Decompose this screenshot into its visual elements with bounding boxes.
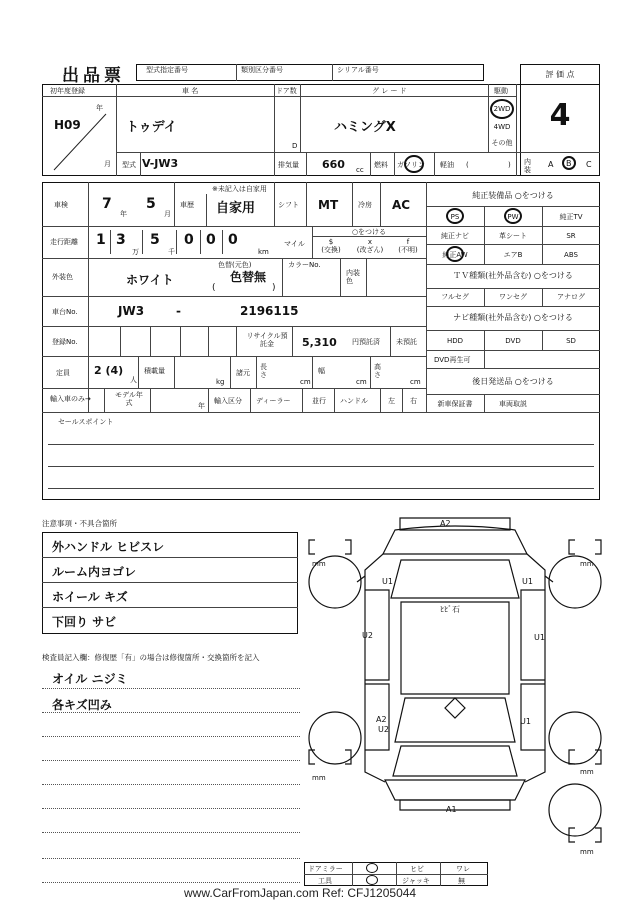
option-tv: 純正TV	[559, 213, 583, 221]
serial-number-label: シリアル番号	[337, 66, 379, 74]
divider	[42, 712, 300, 713]
legend-none: 無	[458, 877, 465, 885]
divider	[222, 230, 223, 254]
model-year-unit: 年	[198, 402, 205, 410]
exterior-color-value: ホワイト	[126, 273, 174, 287]
damage-code: ﾋﾋﾞ石	[440, 605, 460, 614]
option-aw: 純正AW	[442, 251, 468, 259]
length-unit: cm	[300, 378, 311, 386]
option-leather: 革シート	[499, 232, 527, 240]
grade-value: ハミングX	[334, 120, 396, 135]
option-aw-circle	[446, 246, 464, 262]
divider	[426, 394, 600, 395]
divider	[42, 607, 298, 608]
mileage-digit: 1	[96, 232, 106, 248]
recycle-unpaid: 未預託	[396, 338, 417, 346]
divider	[104, 388, 105, 412]
watermark-text: www.CarFromJapan.com Ref: CFJ1205044	[184, 886, 417, 900]
divider	[42, 388, 426, 389]
legend-circle	[366, 875, 378, 885]
interior-grade-label: 内装	[524, 158, 531, 174]
divider	[302, 388, 303, 412]
divider	[250, 388, 251, 412]
registration-label: 登録No.	[52, 338, 78, 346]
displacement-unit: cc	[356, 166, 364, 174]
legend-mirror: ドアミラー	[308, 865, 343, 873]
divider	[200, 230, 201, 254]
note-item: ルーム内ヨゴレ	[52, 565, 137, 579]
recycle-amount: 5,310	[302, 336, 337, 349]
divider	[306, 182, 307, 226]
divider	[402, 388, 403, 412]
divider	[352, 182, 353, 226]
displacement-value: 660	[322, 158, 345, 171]
divider	[426, 288, 600, 289]
chassis-dash: -	[176, 304, 181, 318]
inspection-month: 5	[146, 196, 156, 212]
width-unit: cm	[356, 378, 367, 386]
damage-code: A1	[446, 805, 457, 814]
divider	[334, 388, 335, 412]
divider	[42, 688, 300, 689]
divider	[434, 152, 435, 176]
note-item: 下回り サビ	[52, 615, 117, 629]
legend-break: ワレ	[456, 865, 470, 873]
divider	[42, 832, 300, 833]
month-unit: 月	[104, 160, 111, 168]
model-type-value: V-JW3	[142, 157, 179, 170]
capacity-label: 定員	[56, 369, 70, 377]
divider	[42, 760, 300, 761]
chassis-number: 2196115	[240, 304, 299, 318]
divider	[370, 152, 371, 176]
divider	[426, 330, 600, 331]
option-navi: 純正ナビ	[441, 232, 469, 240]
divider	[42, 858, 300, 859]
ac-value: AC	[392, 198, 411, 212]
mileage-tampered-symbol: x	[367, 238, 373, 246]
fuel-paren-open: (	[466, 161, 469, 169]
divider	[42, 226, 426, 227]
door-count-label: ドア数	[276, 87, 297, 95]
navi-dvd: DVD	[505, 337, 521, 345]
divider	[366, 258, 367, 296]
category-number-label: 類別区分番号	[241, 66, 283, 74]
tv-fullseg: フルセグ	[441, 293, 469, 301]
divider	[174, 356, 175, 388]
color-number-label: カラーNo.	[288, 261, 321, 269]
usage-value: 自家用	[216, 201, 256, 216]
legend-crack: ヒビ	[410, 865, 424, 873]
damage-code: U1	[382, 577, 393, 586]
usage-note: ※未記入は自家用	[212, 185, 267, 193]
mm-unit: mm	[580, 560, 594, 568]
divider	[120, 326, 121, 356]
damage-code: U2	[378, 725, 389, 734]
divider	[440, 862, 441, 886]
divider	[42, 96, 516, 97]
fuel-diesel: 軽油	[440, 161, 454, 169]
inspector-label: 検査員記入欄：修復歴「有」の場合は修復箇所・交換箇所を記入	[42, 653, 260, 662]
mm-unit: mm	[580, 848, 594, 856]
inspector-item: 各キズ凹み	[52, 698, 112, 712]
mileage-unknown: (不明)	[398, 246, 418, 254]
divider	[42, 258, 426, 259]
divider	[340, 258, 341, 296]
inspection-label: 車検	[54, 201, 68, 209]
divider	[42, 326, 426, 327]
navi-hdd: HDD	[446, 337, 464, 345]
year-unit: 年	[96, 104, 103, 112]
repaint-value: 色替無	[230, 270, 267, 284]
divider	[484, 330, 485, 368]
model-number-label: 型式指定番号	[146, 66, 188, 74]
mileage-digit: 0	[206, 232, 216, 248]
interior-color-label: 内装色	[346, 269, 360, 285]
height-unit: cm	[410, 378, 421, 386]
divider	[300, 84, 301, 152]
divider	[174, 182, 175, 226]
mileage-km-unit: km	[258, 248, 269, 256]
mm-unit: mm	[580, 768, 594, 776]
divider	[88, 182, 89, 412]
divider	[138, 356, 139, 388]
inspection-year-unit: 年	[120, 210, 127, 218]
legend-jack: ジャッキ	[402, 877, 430, 885]
load-label: 積載量	[144, 367, 165, 375]
mileage-sen-unit: 千	[168, 248, 175, 256]
chassis-number-label: 車台No.	[52, 308, 78, 316]
fuel-paren-close: )	[508, 161, 511, 169]
handle-right: 右	[410, 397, 417, 405]
aftermarket-manual: 車両取説	[499, 400, 527, 408]
legend-tools: 工具	[318, 877, 332, 885]
divider	[380, 182, 381, 226]
legend-circle	[366, 863, 378, 873]
dimensions-label: 諸元	[236, 369, 250, 377]
slash-mark	[52, 112, 108, 172]
divider	[42, 296, 426, 297]
mile-label: マイル	[284, 240, 305, 248]
sales-point-label: セールスポイント	[58, 418, 114, 426]
height-label: 高さ	[374, 363, 381, 379]
mm-unit: mm	[312, 560, 326, 568]
navi-sd: SD	[566, 337, 576, 345]
divider	[426, 206, 600, 207]
car-damage-diagram	[305, 510, 615, 880]
dvd-playback-label: DVD再生可	[434, 356, 471, 364]
drive-2wd: 2WD	[493, 105, 511, 113]
model-type-label: 型式	[122, 161, 136, 169]
grade-label: グ レ ー ド	[372, 87, 407, 95]
chassis-prefix: JW3	[118, 304, 145, 318]
width-label: 幅	[318, 367, 325, 375]
option-airbag: エアB	[503, 251, 523, 259]
fuel-label: 燃料	[374, 161, 388, 169]
repaint-paren-close: )	[272, 283, 276, 293]
shift-label: シフト	[278, 201, 299, 209]
divider	[230, 356, 231, 388]
divider	[516, 152, 600, 153]
aftermarket-warranty: 新車保証書	[437, 400, 473, 408]
inspection-month-unit: 月	[164, 210, 171, 218]
repaint-paren-open: (	[212, 283, 216, 293]
import-parallel: 並行	[312, 397, 326, 405]
capacity-value: 2 (4)	[94, 364, 124, 377]
damage-code: A2	[376, 715, 387, 724]
divider	[42, 808, 300, 809]
divider	[116, 152, 516, 153]
displacement-label: 排気量	[278, 161, 299, 169]
option-pw-circle	[504, 208, 522, 224]
mileage-tampered: (改ざん)	[356, 246, 384, 254]
damage-code: U1	[520, 717, 531, 726]
damage-code: U2	[362, 631, 373, 640]
model-year-label: モデル年式	[115, 391, 143, 407]
divider	[110, 230, 111, 254]
divider	[488, 84, 489, 152]
mm-unit: mm	[312, 774, 326, 782]
divider	[48, 466, 594, 467]
aftermarket-header: 後日発送品 ○をつける	[472, 377, 554, 386]
mileage-label: 走行距離	[50, 238, 78, 246]
tv-type-header: ＴＶ種類(社外品含む) ○をつける	[453, 271, 573, 280]
divider	[236, 64, 237, 81]
option-ps-circle	[446, 208, 464, 224]
divider	[426, 244, 600, 245]
length-label: 長さ	[260, 363, 267, 379]
car-name-label: 車 名	[182, 87, 199, 95]
option-abs: ABS	[564, 251, 578, 259]
divider	[48, 488, 594, 489]
page-title: 出品票	[62, 66, 125, 86]
interior-grade-a: A	[548, 160, 554, 169]
divider	[312, 356, 313, 388]
mileage-man-unit: 万	[132, 248, 139, 256]
divider	[116, 84, 117, 176]
divider	[426, 350, 600, 351]
divider	[206, 194, 207, 226]
divider	[42, 557, 298, 558]
mileage-exchange-symbol: $	[328, 238, 334, 246]
mileage-digit: 5	[150, 232, 160, 248]
recycle-label: リサイクル預託金	[246, 332, 288, 348]
mileage-exchange: (交換)	[321, 246, 341, 254]
damage-code: U1	[522, 577, 533, 586]
drive-label: 駆動	[494, 87, 508, 95]
drive-other: その他	[491, 139, 513, 147]
divider	[150, 326, 151, 356]
divider	[256, 356, 257, 388]
note-item: 外ハンドル ヒビスレ	[52, 540, 165, 554]
notes-label: 注意事項・不具合箇所	[42, 519, 117, 528]
note-item: ホイール キズ	[52, 590, 128, 604]
divider	[396, 862, 397, 886]
repaint-label: 色替(元色)	[218, 261, 252, 269]
history-label: 車歴	[180, 201, 194, 209]
divider	[42, 582, 298, 583]
damage-code: U1	[534, 633, 545, 642]
navi-type-header: ナビ種類(社外品含む) ○をつける	[453, 313, 573, 322]
ac-label: 冷房	[358, 201, 372, 209]
divider	[42, 784, 300, 785]
handle-label: ハンドル	[340, 397, 368, 405]
handle-left: 左	[388, 397, 395, 405]
divider	[352, 862, 353, 886]
divider	[426, 368, 600, 369]
inspector-item: オイル ニジミ	[52, 672, 128, 686]
options-header: 純正装備品 ○をつける	[472, 191, 554, 200]
divider	[426, 306, 600, 307]
divider	[42, 736, 300, 737]
divider	[394, 152, 395, 176]
divider	[236, 326, 237, 356]
mileage-digit: 0	[184, 232, 194, 248]
divider	[426, 264, 600, 265]
import-dealer: ディーラー	[256, 397, 291, 405]
load-unit: kg	[216, 378, 225, 386]
fuel-gasoline-circle	[404, 155, 424, 173]
header-code-strip	[136, 64, 484, 81]
divider	[516, 84, 517, 176]
capacity-unit: 人	[130, 376, 137, 384]
evaluation-score: 4	[549, 98, 571, 133]
divider	[370, 356, 371, 388]
divider	[282, 258, 283, 296]
divider	[140, 152, 141, 176]
divider	[332, 64, 333, 81]
divider	[150, 388, 151, 412]
car-name-value: トゥデイ	[126, 120, 177, 135]
door-unit: D	[292, 142, 298, 150]
divider	[380, 388, 381, 412]
divider	[48, 444, 594, 445]
tv-analog: アナログ	[557, 293, 585, 301]
mileage-circle-note: ○をつける	[351, 228, 387, 236]
damage-code: A2	[440, 519, 451, 528]
divider	[292, 326, 293, 356]
divider	[180, 326, 181, 356]
first-registration-label: 初年度登録	[50, 87, 85, 95]
import-type-label: 輸入区分	[214, 397, 242, 405]
recycle-paid: 円預託済	[352, 338, 380, 346]
inspection-year: 7	[102, 196, 112, 212]
tv-oneseg: ワンセグ	[499, 293, 527, 301]
divider	[208, 326, 209, 356]
option-sr: SR	[566, 232, 576, 240]
divider	[42, 356, 426, 357]
first-registration-value: H09	[54, 118, 81, 132]
exterior-color-label: 外装色	[52, 273, 73, 281]
divider	[42, 412, 600, 413]
evaluation-label: 評 価 点	[545, 70, 575, 79]
divider	[274, 182, 275, 226]
divider	[42, 882, 300, 883]
divider	[390, 326, 391, 356]
option-ps: PS	[450, 213, 460, 221]
shift-value: MT	[318, 198, 339, 212]
divider	[306, 152, 307, 176]
drive-4wd: 4WD	[493, 123, 511, 131]
mileage-unknown-symbol: f	[406, 238, 410, 246]
interior-grade-b: B	[566, 159, 572, 168]
mileage-digit: 3	[116, 232, 126, 248]
import-only-label: 輸入車のみ→	[50, 395, 91, 403]
interior-grade-c: C	[586, 160, 592, 169]
divider	[426, 226, 600, 227]
option-pw: PW	[507, 213, 519, 221]
fuel-gasoline: ガソリン	[397, 161, 425, 169]
divider	[208, 388, 209, 412]
divider	[142, 230, 143, 254]
divider	[176, 230, 177, 254]
divider	[312, 236, 426, 237]
mileage-digit: 0	[228, 232, 238, 248]
divider	[274, 152, 275, 176]
divider	[274, 84, 275, 152]
